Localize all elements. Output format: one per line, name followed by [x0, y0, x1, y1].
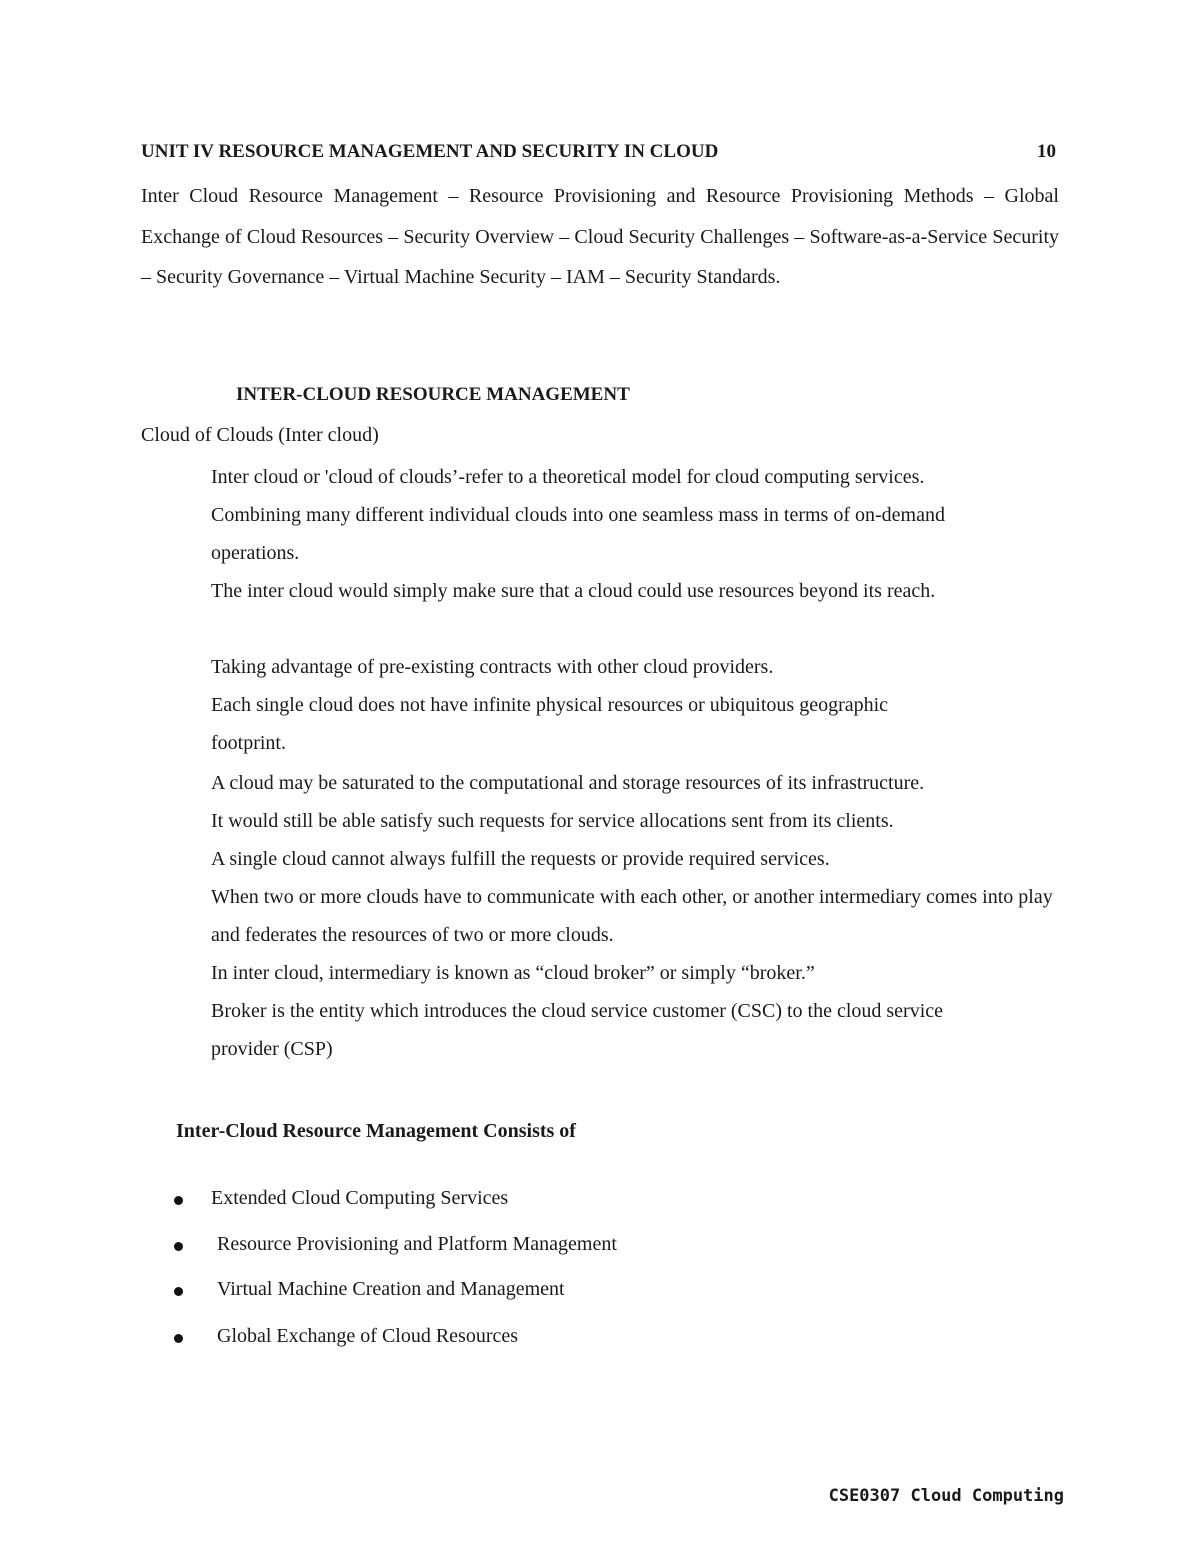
- list-item-text: Inter cloud or 'cloud of clouds’-refer to a theoretical model for cloud computing services.: [211, 466, 925, 488]
- list-item-text: The inter cloud would simply make sure that a cloud could use resources beyond its reach.: [211, 580, 936, 602]
- list-item-text: When two or more clouds have to communicate with each other, or another intermediary comes into play and federates the resources of two or more clouds.: [211, 886, 1053, 946]
- unit-summary: Inter Cloud Resource Management – Resource Provisioning and Resource Provisioning Methods – Global Exchange of Cloud Resources – Security Overview – Cloud Security Challenges – Software-as-a-Service Security – Security Governance – Virtual Machine Security – IAM – Security Standards.: [141, 185, 1059, 288]
- page-footer: CSE0307 Cloud Computing: [828, 1486, 1064, 1506]
- list-item-text: Broker is the entity which introduces the cloud service customer (CSC) to the cloud service provider (CSP): [211, 1000, 944, 1060]
- bullet-dot-icon: [174, 1242, 183, 1251]
- list-item-text: A cloud may be saturated to the computational and storage resources of its infrastructure.: [211, 772, 925, 794]
- consists-title: Inter-Cloud Resource Management Consists of: [176, 1120, 576, 1142]
- section-title: INTER-CLOUD RESOURCE MANAGEMENT: [236, 384, 630, 405]
- list-item-text: It would still be able satisfy such requests for service allocations sent from its clients.: [211, 810, 894, 832]
- bullet-dot-icon: [174, 1287, 183, 1296]
- list-item-text: Combining many different individual clouds into one seamless mass in terms of on-demand operations.: [211, 504, 945, 564]
- list-item-text: Extended Cloud Computing Services: [211, 1187, 509, 1209]
- list-item-text: Resource Provisioning and Platform Management: [217, 1233, 617, 1255]
- unit-title: UNIT IV RESOURCE MANAGEMENT AND SECURITY IN CLOUD: [141, 141, 719, 162]
- list-item-text: A single cloud cannot always fulfill the requests or provide required services.: [211, 848, 830, 870]
- unit-header: [141, 141, 1056, 163]
- list-item-text: Each single cloud does not have infinite physical resources or ubiquitous geographic footprint.: [211, 694, 889, 754]
- bullet-dot-icon: [174, 1196, 183, 1205]
- list-item-text: Virtual Machine Creation and Management: [217, 1278, 565, 1300]
- bullet-dot-icon: [174, 1334, 183, 1343]
- list-item-text: Global Exchange of Cloud Resources: [217, 1325, 519, 1347]
- list-item-text: Taking advantage of pre-existing contracts with other cloud providers.: [211, 656, 774, 678]
- list-item-text: In inter cloud, intermediary is known as “cloud broker” or simply “broker.”: [211, 962, 815, 984]
- section-intro: Cloud of Clouds (Inter cloud): [141, 424, 379, 446]
- unit-hours: 10: [1037, 141, 1056, 162]
